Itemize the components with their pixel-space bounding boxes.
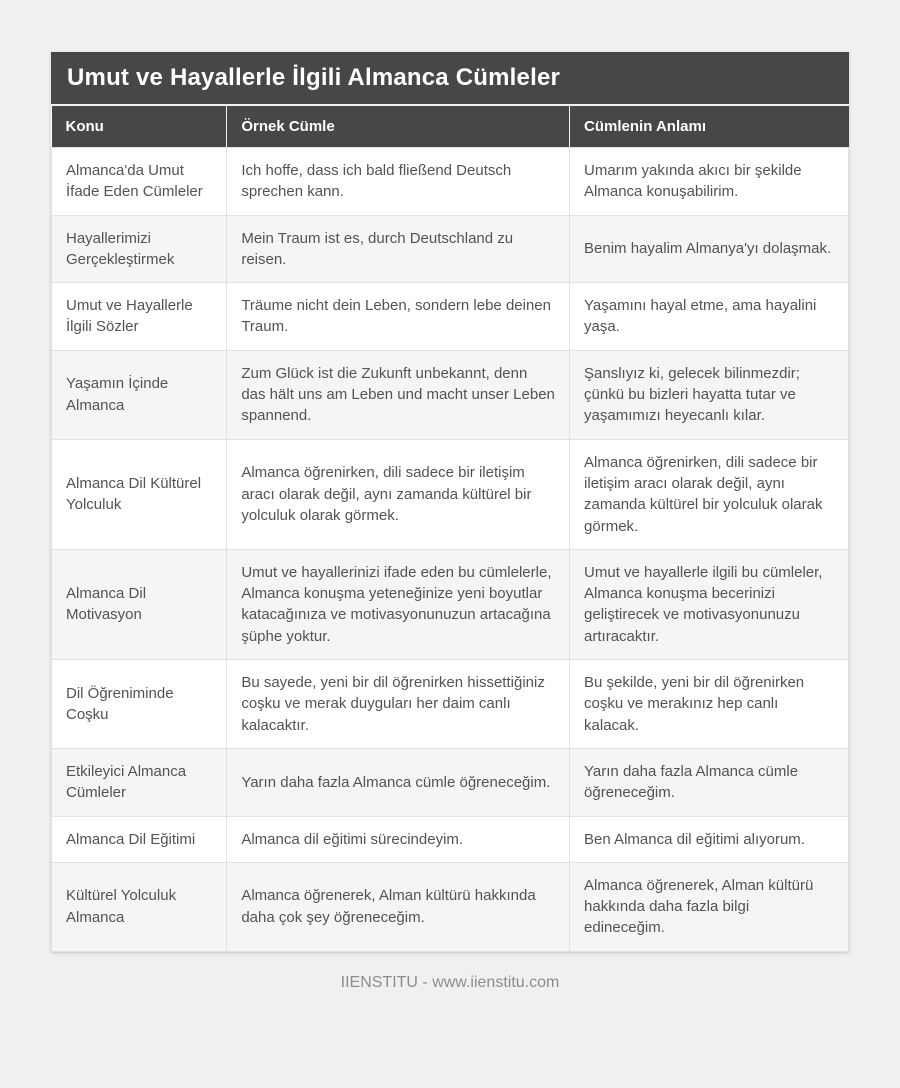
cell-konu: Umut ve Hayallerle İlgili Sözler <box>52 283 227 351</box>
page-title: Umut ve Hayallerle İlgili Almanca Cümleler <box>51 52 849 104</box>
cell-ornek-cumle: Umut ve hayallerinizi ifade eden bu cümlelerle, Almanca konuşma yeteneğinize yeni boyutlar katacağınıza ve motivasyonunuzun artacağına şüphe yoktur. <box>227 549 570 659</box>
table-row <box>52 862 849 951</box>
cell-cumlenin-anlami: Benim hayalim Almanya'yı dolaşmak. <box>570 215 849 283</box>
cell-cumlenin-anlami: Umut ve hayallerle ilgili bu cümleler, Almanca konuşma becerinizi geliştirecek ve motivasyonunuzu artıracaktır. <box>570 549 849 659</box>
column-header-cumlenin-anlami: Cümlenin Anlamı <box>570 105 849 148</box>
cell-ornek-cumle: Zum Glück ist die Zukunft unbekannt, denn das hält uns am Leben und macht unser Leben spannend. <box>227 350 570 439</box>
cell-konu: Hayallerimizi Gerçekleştirmek <box>52 215 227 283</box>
table-row <box>52 748 849 816</box>
footer-credit: IIENSTITU - www.iienstitu.com <box>340 973 560 991</box>
table-row <box>52 215 849 283</box>
cell-ornek-cumle: Almanca öğrenerek, Alman kültürü hakkında daha çok şey öğreneceğim. <box>227 862 570 951</box>
table-header-row <box>52 105 849 148</box>
table-row <box>52 439 849 549</box>
table-body <box>52 148 849 952</box>
cell-konu: Yaşamın İçinde Almanca <box>52 350 227 439</box>
cell-cumlenin-anlami: Ben Almanca dil eğitimi alıyorum. <box>570 816 849 862</box>
cell-ornek-cumle: Träume nicht dein Leben, sondern lebe deinen Traum. <box>227 283 570 351</box>
column-header-konu: Konu <box>52 105 227 148</box>
cell-ornek-cumle: Almanca öğrenirken, dili sadece bir iletişim aracı olarak değil, aynı zamanda kültürel bir yolculuk olarak görmek. <box>227 439 570 549</box>
content-card <box>51 52 849 952</box>
cell-ornek-cumle: Ich hoffe, dass ich bald fließend Deutsch sprechen kann. <box>227 148 570 216</box>
table-row <box>52 549 849 659</box>
sentences-table <box>51 104 849 952</box>
cell-cumlenin-anlami: Umarım yakında akıcı bir şekilde Almanca konuşabilirim. <box>570 148 849 216</box>
cell-konu: Dil Öğreniminde Coşku <box>52 660 227 749</box>
cell-ornek-cumle: Almanca dil eğitimi sürecindeyim. <box>227 816 570 862</box>
cell-cumlenin-anlami: Şanslıyız ki, gelecek bilinmezdir; çünkü bu bizleri hayatta tutar ve yaşamımızı heyecanlı kılar. <box>570 350 849 439</box>
table-header <box>52 105 849 148</box>
cell-ornek-cumle: Mein Traum ist es, durch Deutschland zu reisen. <box>227 215 570 283</box>
cell-cumlenin-anlami: Yaşamını hayal etme, ama hayalini yaşa. <box>570 283 849 351</box>
cell-konu: Etkileyici Almanca Cümleler <box>52 748 227 816</box>
cell-konu: Almanca Dil Eğitimi <box>52 816 227 862</box>
table-row <box>52 660 849 749</box>
cell-ornek-cumle: Yarın daha fazla Almanca cümle öğreneceğim. <box>227 748 570 816</box>
cell-cumlenin-anlami: Yarın daha fazla Almanca cümle öğreneceğim. <box>570 748 849 816</box>
table-row <box>52 148 849 216</box>
cell-konu: Kültürel Yolculuk Almanca <box>52 862 227 951</box>
cell-konu: Almanca Dil Kültürel Yolculuk <box>52 439 227 549</box>
table-row <box>52 350 849 439</box>
cell-cumlenin-anlami: Almanca öğrenerek, Alman kültürü hakkında daha fazla bilgi edineceğim. <box>570 862 849 951</box>
column-header-ornek-cumle: Örnek Cümle <box>227 105 570 148</box>
table-row <box>52 816 849 862</box>
cell-konu: Almanca Dil Motivasyon <box>52 549 227 659</box>
cell-ornek-cumle: Bu sayede, yeni bir dil öğrenirken hissettiğiniz coşku ve merak duyguları her daim canlı kalacaktır. <box>227 660 570 749</box>
cell-konu: Almanca'da Umut İfade Eden Cümleler <box>52 148 227 216</box>
cell-cumlenin-anlami: Almanca öğrenirken, dili sadece bir iletişim aracı olarak değil, aynı zamanda kültürel bir yolculuk olarak görmek. <box>570 439 849 549</box>
table-row <box>52 283 849 351</box>
cell-cumlenin-anlami: Bu şekilde, yeni bir dil öğrenirken coşku ve merakınız hep canlı kalacak. <box>570 660 849 749</box>
